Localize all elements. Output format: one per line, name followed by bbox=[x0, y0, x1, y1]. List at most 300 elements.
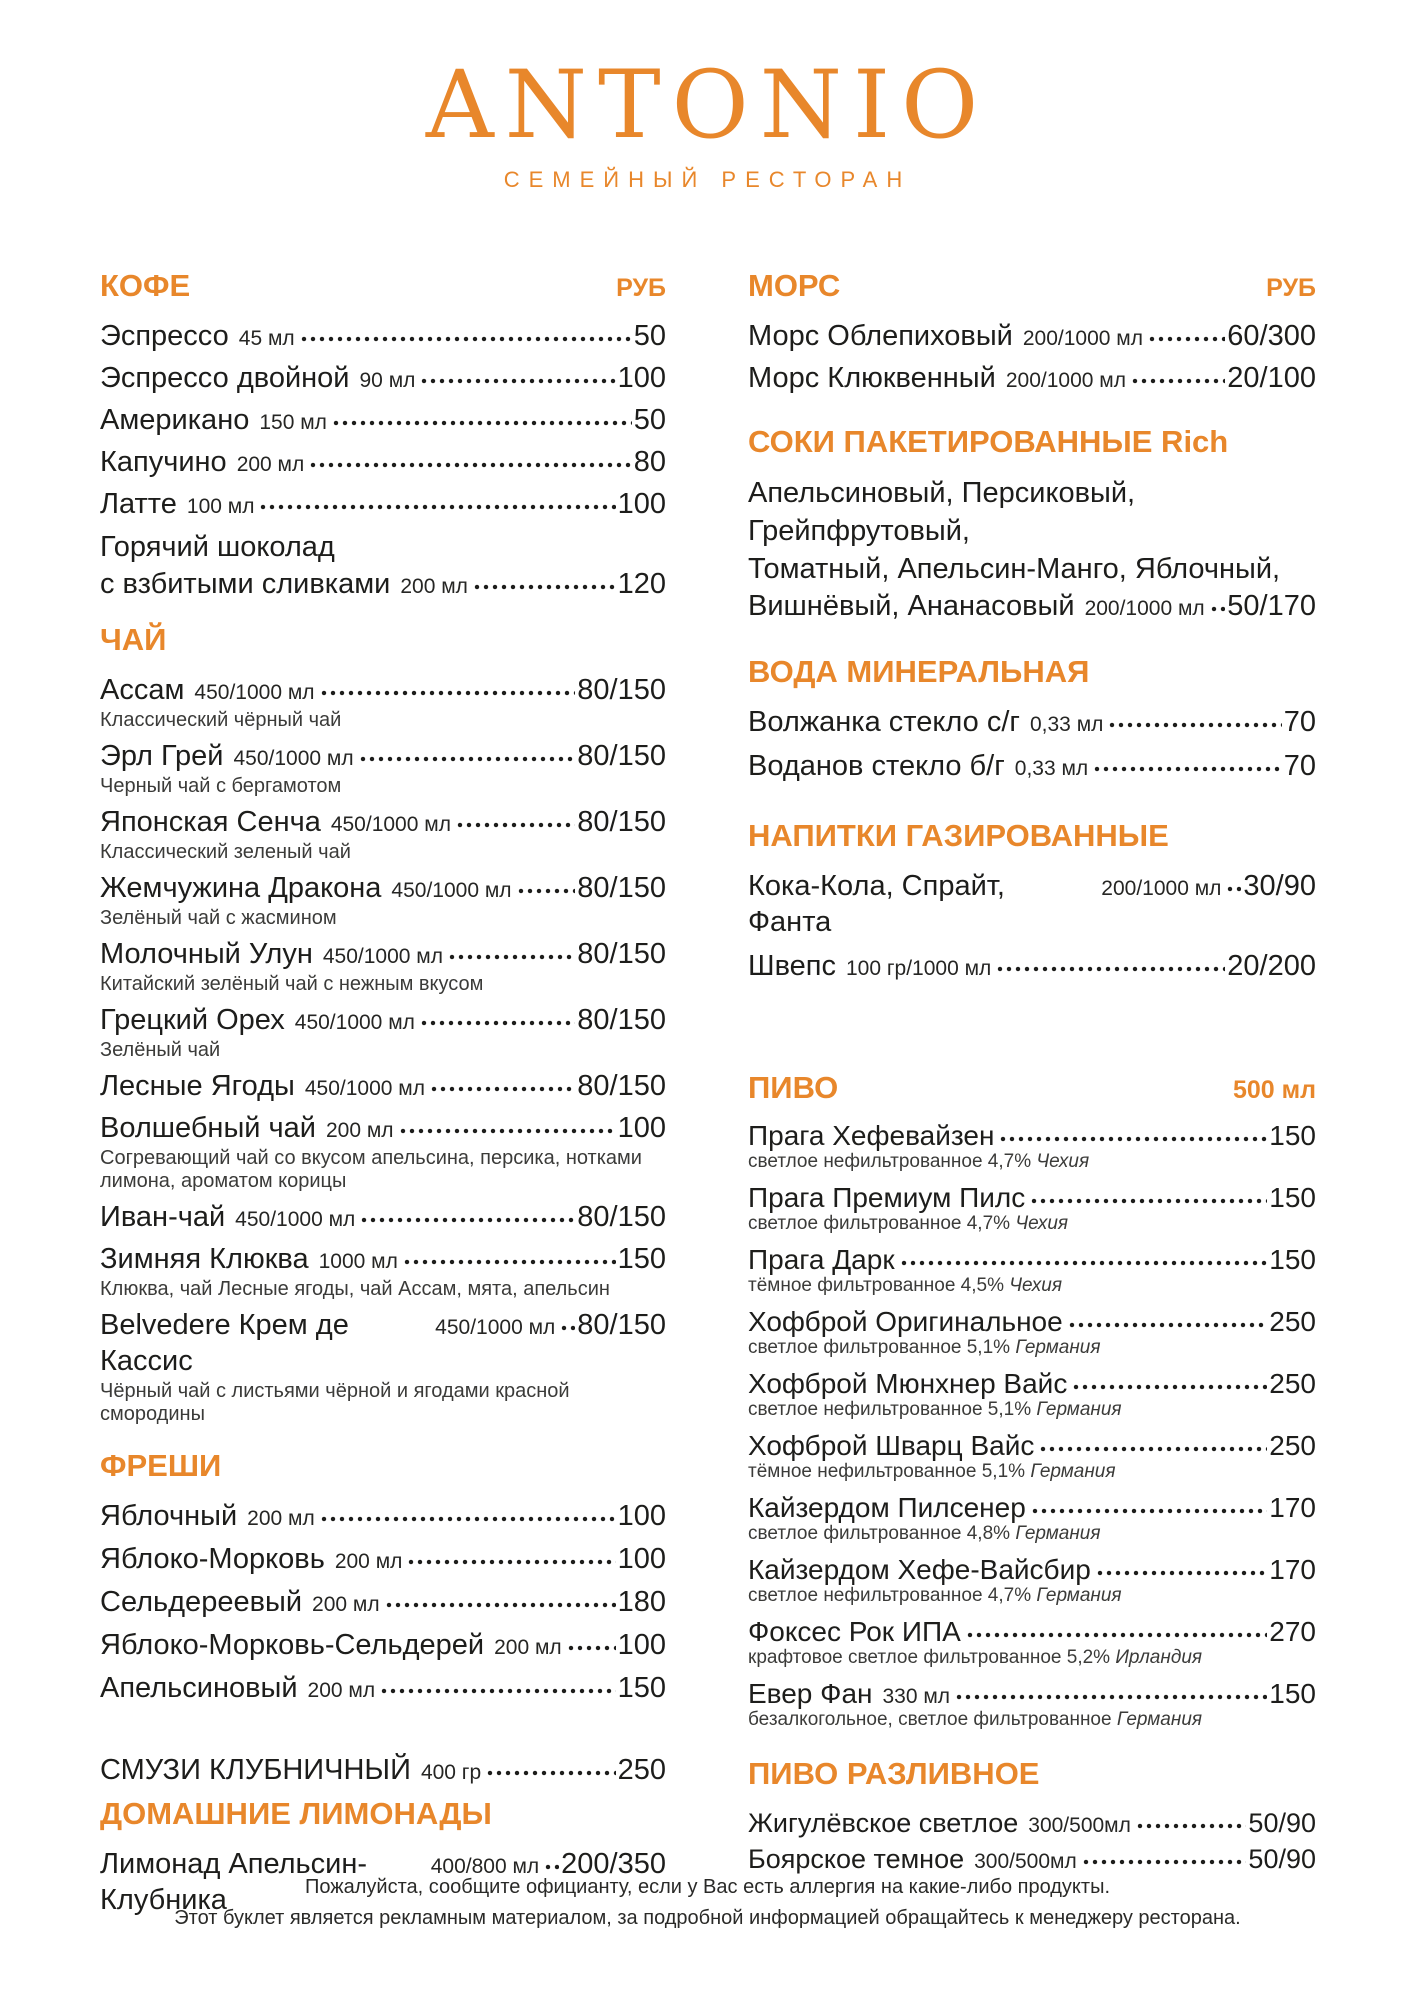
dotted-leader bbox=[449, 954, 575, 960]
dotted-leader bbox=[518, 888, 576, 894]
item-row bbox=[748, 1492, 1316, 1524]
item-row bbox=[100, 444, 666, 480]
item-price: 70 bbox=[1283, 750, 1316, 782]
item-name: Хофброй Оригинальное bbox=[748, 1306, 1063, 1337]
item-size: 300/500мл bbox=[1028, 1814, 1131, 1837]
item-price: 150 bbox=[1269, 1182, 1316, 1213]
item-price: 80/150 bbox=[577, 938, 666, 970]
item-row bbox=[748, 1120, 1316, 1152]
item-price: 80/150 bbox=[577, 1201, 666, 1233]
item-row bbox=[100, 936, 666, 972]
section-title: МОРС bbox=[748, 268, 841, 303]
item-size: 200/1000 мл bbox=[1005, 369, 1126, 392]
item-size: 450/1000 мл bbox=[233, 747, 354, 770]
section-juices bbox=[748, 424, 1316, 624]
dotted-leader bbox=[967, 1632, 1268, 1638]
item-price: 170 bbox=[1269, 1554, 1316, 1585]
section-fresh bbox=[100, 1448, 666, 1706]
item-price: 60/300 bbox=[1227, 320, 1316, 352]
item-country: Германия bbox=[1036, 1585, 1122, 1606]
item-name: Лимонад Апельсин-Клубника bbox=[100, 1848, 368, 1916]
dotted-leader bbox=[404, 1259, 616, 1265]
menu-item bbox=[100, 672, 666, 732]
menu-item bbox=[100, 870, 666, 930]
item-row bbox=[748, 1616, 1316, 1648]
item-size: 200 мл bbox=[236, 453, 305, 476]
item-row bbox=[100, 402, 666, 438]
item-price: 100 bbox=[617, 1112, 666, 1144]
item-name: Боярское темное bbox=[748, 1844, 965, 1874]
item-size: 200 мл bbox=[312, 1593, 380, 1616]
dotted-leader bbox=[561, 1325, 575, 1331]
item-row bbox=[100, 1307, 666, 1379]
item-row bbox=[748, 868, 1316, 940]
item-name: Швепс bbox=[748, 950, 836, 982]
section-coffee bbox=[100, 268, 666, 602]
item-price: 180 bbox=[617, 1586, 666, 1618]
item-name: Яблоко-Морковь-Сельдерей bbox=[100, 1629, 485, 1661]
item-row bbox=[100, 486, 666, 522]
dotted-leader bbox=[321, 690, 576, 696]
item-size: 450/1000 мл bbox=[235, 1208, 356, 1231]
item-country: Ирландия bbox=[1115, 1647, 1203, 1668]
section-title: КОФЕ bbox=[100, 268, 191, 303]
item-size: 300/500мл bbox=[974, 1850, 1077, 1873]
item-size: 400 гр bbox=[420, 1761, 482, 1784]
item-size: 330 мл bbox=[882, 1685, 951, 1708]
item-row bbox=[100, 804, 666, 840]
item-row bbox=[748, 748, 1316, 784]
item-price: 20/200 bbox=[1227, 950, 1316, 982]
dotted-leader bbox=[568, 1645, 616, 1651]
item-size: 150 мл bbox=[259, 411, 327, 434]
item-size: 450/1000 мл bbox=[391, 879, 512, 902]
item-name: Апельсиновый bbox=[100, 1672, 298, 1704]
item-price: 100 bbox=[617, 1629, 666, 1661]
dotted-leader bbox=[1032, 1508, 1268, 1514]
item-size: 200 мл bbox=[247, 1507, 315, 1530]
item-description: светлое фильтрованное 4,7% Чехия bbox=[748, 1213, 1069, 1234]
dotted-leader bbox=[487, 1770, 615, 1776]
item-description: безалкогольное, светлое фильтрованное Германия bbox=[748, 1709, 1203, 1730]
item-description: Чёрный чай с листьями чёрной и ягодами красной смородины bbox=[100, 1380, 570, 1425]
item-price: 150 bbox=[617, 1243, 666, 1275]
menu-item bbox=[748, 1554, 1316, 1606]
item-price: 80/150 bbox=[577, 806, 666, 838]
section-draft-beer bbox=[748, 1756, 1316, 1876]
item-price: 50/90 bbox=[1248, 1844, 1316, 1874]
menu-item bbox=[100, 444, 666, 480]
item-row bbox=[748, 1182, 1316, 1214]
item-name: Belvedere Крем де Кассис bbox=[100, 1309, 357, 1377]
item-price: 70 bbox=[1283, 706, 1316, 738]
dotted-leader bbox=[421, 1020, 575, 1026]
item-name: СМУЗИ КЛУБНИЧНЫЙ bbox=[100, 1754, 411, 1786]
item-name: Морс Облепиховый bbox=[748, 320, 1013, 352]
dotted-leader bbox=[431, 1086, 575, 1092]
item-row bbox=[748, 704, 1316, 740]
section-beer bbox=[748, 1070, 1316, 1730]
item-row bbox=[100, 1002, 666, 1038]
menu-item bbox=[100, 1541, 666, 1577]
menu-item bbox=[100, 1110, 666, 1193]
dotted-leader bbox=[1031, 1198, 1267, 1204]
item-name: Евер Фан bbox=[748, 1678, 873, 1709]
item-row bbox=[100, 566, 666, 602]
item-size: 400/800 мл bbox=[430, 1855, 540, 1878]
item-description: Классический чёрный чай bbox=[100, 709, 342, 731]
item-row bbox=[748, 360, 1316, 396]
item-description: крафтовое светлое фильтрованное 5,2% Ирландия bbox=[748, 1647, 1203, 1668]
item-size: 200 мл bbox=[494, 1636, 562, 1659]
item-size: 450/1000 мл bbox=[294, 1011, 415, 1034]
section-header-soda bbox=[748, 818, 1316, 854]
section-water bbox=[748, 654, 1316, 784]
section-title: ВОДА МИНЕРАЛЬНАЯ bbox=[748, 654, 1090, 689]
item-country: Чехия bbox=[1015, 1213, 1069, 1234]
menu-item bbox=[748, 360, 1316, 396]
item-row bbox=[100, 870, 666, 906]
footer-allergy-note: Пожалуйста, сообщите официанту, если у Вас есть аллергия на какие-либо продукты. bbox=[304, 1876, 1110, 1898]
section-header-tea bbox=[100, 622, 666, 658]
menu-item bbox=[100, 1068, 666, 1104]
item-price: 270 bbox=[1269, 1616, 1316, 1647]
item-name: Жигулёвское светлое bbox=[748, 1808, 1019, 1838]
item-row bbox=[100, 318, 666, 354]
item-name: Хофброй Шварц Вайс bbox=[748, 1430, 1035, 1461]
item-country: Чехия bbox=[1009, 1275, 1063, 1296]
item-name: Волжанка стекло с/г bbox=[748, 706, 1020, 738]
item-row bbox=[748, 1244, 1316, 1276]
menu-item bbox=[748, 1806, 1316, 1840]
item-name: Грецкий Орех bbox=[100, 1004, 285, 1036]
menu-item bbox=[748, 1306, 1316, 1358]
menu-item bbox=[100, 1307, 666, 1426]
item-name: Иван-чай bbox=[100, 1201, 226, 1233]
dotted-leader bbox=[956, 1694, 1267, 1700]
item-row bbox=[100, 1752, 666, 1788]
dotted-leader bbox=[1132, 378, 1225, 384]
item-price: 250 bbox=[617, 1754, 666, 1786]
item-name: Ассам bbox=[100, 674, 185, 706]
item-name-line: Апельсиновый, Персиковый, Грейпфрутовый, bbox=[748, 477, 1136, 547]
item-price: 150 bbox=[1269, 1244, 1316, 1275]
item-size: 450/1000 мл bbox=[194, 681, 315, 704]
dotted-leader bbox=[1000, 1136, 1267, 1142]
item-size: 100 мл bbox=[186, 495, 255, 518]
item-size: 200 мл bbox=[400, 575, 468, 598]
item-size: 200/1000 мл bbox=[1022, 327, 1143, 350]
menu-item bbox=[748, 1244, 1316, 1296]
menu-item bbox=[100, 738, 666, 798]
menu-item bbox=[748, 1678, 1316, 1730]
item-price: 100 bbox=[617, 1543, 666, 1575]
menu-item bbox=[100, 360, 666, 396]
item-size: 200 мл bbox=[307, 1679, 376, 1702]
item-row bbox=[748, 588, 1316, 624]
menu-item bbox=[748, 704, 1316, 740]
section-tea bbox=[100, 622, 666, 1426]
menu-item bbox=[748, 1492, 1316, 1544]
dotted-leader bbox=[1040, 1446, 1267, 1452]
dotted-leader bbox=[310, 462, 631, 468]
section-header-draft-beer bbox=[748, 1756, 1316, 1792]
dotted-leader bbox=[1137, 1823, 1247, 1829]
item-description: светлое нефильтрованное 4,7% Чехия bbox=[748, 1151, 1090, 1172]
dotted-leader bbox=[301, 336, 632, 342]
item-name: Кайзердом Пилсенер bbox=[748, 1492, 1026, 1523]
section-title: ПИВО РАЗЛИВНОЕ bbox=[748, 1756, 1040, 1791]
item-row bbox=[748, 318, 1316, 354]
item-name: Эспрессо bbox=[100, 320, 229, 352]
item-country: Чехия bbox=[1036, 1151, 1090, 1172]
dotted-leader bbox=[1149, 336, 1225, 342]
item-name: Эрл Грей bbox=[100, 740, 224, 772]
section-title: ФРЕШИ bbox=[100, 1448, 222, 1483]
dotted-leader bbox=[361, 1217, 575, 1223]
item-description: Китайский зелёный чай с нежным вкусом bbox=[100, 973, 484, 995]
item-description: светлое фильтрованное 4,8% Германия bbox=[748, 1523, 1101, 1544]
menu-item bbox=[100, 936, 666, 996]
item-name: Молочный Улун bbox=[100, 938, 313, 970]
item-country: Германия bbox=[1030, 1461, 1116, 1482]
menu-item bbox=[100, 1670, 666, 1706]
item-size: 200/1000 мл bbox=[1084, 597, 1205, 620]
item-size: 45 мл bbox=[238, 327, 295, 350]
item-country: Германия bbox=[1116, 1709, 1203, 1730]
item-description: Зелёный чай bbox=[100, 1039, 221, 1061]
section-header-coffee bbox=[100, 268, 666, 304]
menu-item bbox=[748, 748, 1316, 784]
item-size: 100 гр/1000 мл bbox=[846, 957, 992, 980]
menu-item bbox=[100, 1002, 666, 1062]
section-right-label: 500 мл bbox=[1232, 1076, 1316, 1104]
item-name: Прага Дарк bbox=[748, 1244, 895, 1275]
item-description: Зелёный чай с жасмином bbox=[100, 907, 337, 929]
item-name: Зимняя Клюква bbox=[100, 1243, 309, 1275]
item-row bbox=[748, 948, 1316, 984]
item-price: 50 bbox=[633, 320, 666, 352]
section-header-beer bbox=[748, 1070, 1316, 1106]
item-price: 80/150 bbox=[577, 1004, 666, 1036]
section-mors bbox=[748, 268, 1316, 396]
item-price: 120 bbox=[617, 568, 666, 600]
dotted-leader bbox=[381, 1688, 615, 1694]
item-price: 80/150 bbox=[577, 872, 666, 904]
section-header-mors bbox=[748, 268, 1316, 304]
item-size: 450/1000 мл bbox=[322, 945, 443, 968]
dotted-leader bbox=[421, 378, 615, 384]
restaurant-subtitle: СЕМЕЙНЫЙ РЕСТОРАН bbox=[503, 167, 912, 193]
item-row bbox=[100, 738, 666, 774]
item-row bbox=[100, 1199, 666, 1235]
item-price: 50 bbox=[633, 404, 666, 436]
menu-item bbox=[748, 1616, 1316, 1668]
item-description: Согревающий чай со вкусом апельсина, персика, нотками лимона, ароматом корицы bbox=[100, 1147, 642, 1192]
item-description: светлое нефильтрованное 4,7% Германия bbox=[748, 1585, 1122, 1606]
section-title: ПИВО bbox=[748, 1070, 839, 1105]
dotted-leader bbox=[333, 420, 632, 426]
item-name: Капучино bbox=[100, 446, 227, 478]
menu-item bbox=[748, 948, 1316, 984]
dotted-leader bbox=[545, 1864, 559, 1870]
menu-column-right bbox=[748, 268, 1316, 1878]
item-name: Вишнёвый, Ананасовый bbox=[748, 590, 1075, 622]
item-price: 80/150 bbox=[577, 1309, 666, 1341]
item-row bbox=[748, 1554, 1316, 1586]
item-price: 20/100 bbox=[1227, 362, 1316, 394]
item-price: 80 bbox=[633, 446, 666, 478]
item-row bbox=[748, 1368, 1316, 1400]
menu-item bbox=[100, 804, 666, 864]
item-description: светлое фильтрованное 5,1% Германия bbox=[748, 1337, 1101, 1358]
dotted-leader bbox=[321, 1516, 616, 1522]
item-description: светлое нефильтрованное 5,1% Германия bbox=[748, 1399, 1122, 1420]
item-name-line: Горячий шоколад bbox=[100, 531, 335, 563]
menu-item bbox=[100, 1498, 666, 1534]
dotted-leader bbox=[901, 1260, 1268, 1266]
dotted-leader bbox=[260, 504, 615, 510]
item-name: Эспрессо двойной bbox=[100, 362, 350, 394]
item-name: Сельдереевый bbox=[100, 1586, 303, 1618]
section-right-label: РУБ bbox=[616, 274, 666, 302]
item-row bbox=[748, 1430, 1316, 1462]
item-name: Хофброй Мюнхнер Вайс bbox=[748, 1368, 1068, 1399]
item-price: 80/150 bbox=[577, 1070, 666, 1102]
item-row bbox=[100, 1541, 666, 1577]
menu-item bbox=[100, 1627, 666, 1663]
dotted-leader bbox=[408, 1559, 615, 1565]
section-header-juices bbox=[748, 424, 1316, 460]
item-row bbox=[100, 1068, 666, 1104]
section-title: ЧАЙ bbox=[100, 622, 167, 657]
item-size: 0,33 мл bbox=[1029, 713, 1104, 736]
menu-item bbox=[100, 1752, 666, 1788]
dotted-leader bbox=[1227, 886, 1241, 892]
item-row bbox=[100, 1110, 666, 1146]
menu-item bbox=[748, 868, 1316, 940]
menu-item bbox=[100, 1199, 666, 1235]
item-name: Яблоко-Морковь bbox=[100, 1543, 325, 1575]
item-name: Японская Сенча bbox=[100, 806, 321, 838]
menu-item bbox=[100, 1584, 666, 1620]
item-description: Клюква, чай Лесные ягоды, чай Ассам, мята, апельсин bbox=[100, 1278, 610, 1300]
item-country: Германия bbox=[1036, 1399, 1122, 1420]
menu-item bbox=[748, 1120, 1316, 1172]
item-price: 150 bbox=[1269, 1678, 1316, 1709]
menu-item bbox=[748, 318, 1316, 354]
section-header-water bbox=[748, 654, 1316, 690]
item-name: Волшебный чай bbox=[100, 1112, 316, 1144]
dotted-leader bbox=[1073, 1384, 1267, 1390]
item-name: Прага Премиум Пилс bbox=[748, 1182, 1026, 1213]
section-right-label: РУБ bbox=[1266, 274, 1316, 302]
dotted-leader bbox=[457, 822, 575, 828]
item-name: Американо bbox=[100, 404, 250, 436]
dotted-leader bbox=[360, 756, 576, 762]
item-row bbox=[100, 1584, 666, 1620]
section-smoothie bbox=[100, 1752, 666, 1788]
item-row bbox=[748, 1806, 1316, 1840]
menu-item bbox=[100, 486, 666, 522]
dotted-leader bbox=[386, 1602, 616, 1608]
item-name: Фоксес Рок ИПА bbox=[748, 1616, 961, 1647]
item-price: 250 bbox=[1269, 1430, 1316, 1461]
item-name: Кока-Кола, Спрайт, Фанта bbox=[748, 870, 1013, 938]
item-price: 170 bbox=[1269, 1492, 1316, 1523]
dotted-leader bbox=[1069, 1322, 1268, 1328]
section-title: ДОМАШНИЕ ЛИМОНАДЫ bbox=[100, 1796, 492, 1831]
item-row bbox=[100, 672, 666, 708]
item-description: тёмное фильтрованное 4,5% Чехия bbox=[748, 1275, 1063, 1296]
menu-item bbox=[748, 1368, 1316, 1420]
item-price: 30/90 bbox=[1243, 870, 1316, 902]
footer-notes bbox=[0, 1872, 1415, 1934]
item-row bbox=[100, 360, 666, 396]
item-name: Воданов стекло б/г bbox=[748, 750, 1005, 782]
item-description: Классический зеленый чай bbox=[100, 841, 351, 863]
brand-block bbox=[0, 51, 1415, 193]
item-size: 450/1000 мл bbox=[330, 813, 451, 836]
item-price: 80/150 bbox=[577, 740, 666, 772]
item-name: Морс Клюквенный bbox=[748, 362, 996, 394]
item-price: 250 bbox=[1269, 1368, 1316, 1399]
item-price: 50/170 bbox=[1227, 590, 1316, 622]
item-name: Латте bbox=[100, 488, 177, 520]
item-description: Черный чай с бергамотом bbox=[100, 775, 342, 797]
dotted-leader bbox=[997, 966, 1225, 972]
item-row bbox=[748, 1842, 1316, 1876]
item-name-line: Томатный, Апельсин-Манго, Яблочный, bbox=[748, 553, 1281, 585]
item-price: 100 bbox=[617, 1500, 666, 1532]
item-row bbox=[748, 1678, 1316, 1710]
section-title: СОКИ ПАКЕТИРОВАННЫЕ Rich bbox=[748, 424, 1229, 459]
item-row bbox=[100, 1241, 666, 1277]
item-name: Прага Хефевайзен bbox=[748, 1120, 995, 1151]
item-price: 100 bbox=[617, 362, 666, 394]
menu-item bbox=[100, 402, 666, 438]
item-row bbox=[100, 1627, 666, 1663]
restaurant-logo: ANTONIO bbox=[425, 51, 990, 160]
item-size: 0,33 мл bbox=[1014, 757, 1089, 780]
menu-item bbox=[748, 1430, 1316, 1482]
menu-item bbox=[748, 1842, 1316, 1876]
item-row bbox=[100, 1670, 666, 1706]
item-name: Кайзердом Хефе-Вайсбир bbox=[748, 1554, 1091, 1585]
item-name: Лесные Ягоды bbox=[100, 1070, 295, 1102]
section-soda bbox=[748, 818, 1316, 984]
dotted-leader bbox=[1211, 606, 1226, 612]
dotted-leader bbox=[474, 584, 616, 590]
item-size: 1000 мл bbox=[318, 1250, 398, 1273]
menu-item bbox=[748, 1182, 1316, 1234]
menu-column-left bbox=[100, 268, 666, 1926]
item-price: 80/150 bbox=[577, 674, 666, 706]
dotted-leader bbox=[1097, 1570, 1267, 1576]
menu-item bbox=[748, 474, 1316, 624]
item-size: 90 мл bbox=[359, 369, 416, 392]
item-country: Германия bbox=[1015, 1523, 1101, 1544]
dotted-leader bbox=[1109, 722, 1281, 728]
item-description: тёмное нефильтрованное 5,1% Германия bbox=[748, 1461, 1116, 1482]
footer-disclaimer: Этот буклет является рекламным материалом, за подробной информацией обращайтесь к менеджеру ресторана. bbox=[174, 1907, 1241, 1929]
item-name: Яблочный bbox=[100, 1500, 238, 1532]
section-header-lemonade bbox=[100, 1796, 666, 1832]
item-price: 50/90 bbox=[1248, 1808, 1316, 1838]
item-size: 200 мл bbox=[334, 1550, 403, 1573]
item-size: 450/1000 мл bbox=[435, 1316, 556, 1339]
item-price: 150 bbox=[617, 1672, 666, 1704]
